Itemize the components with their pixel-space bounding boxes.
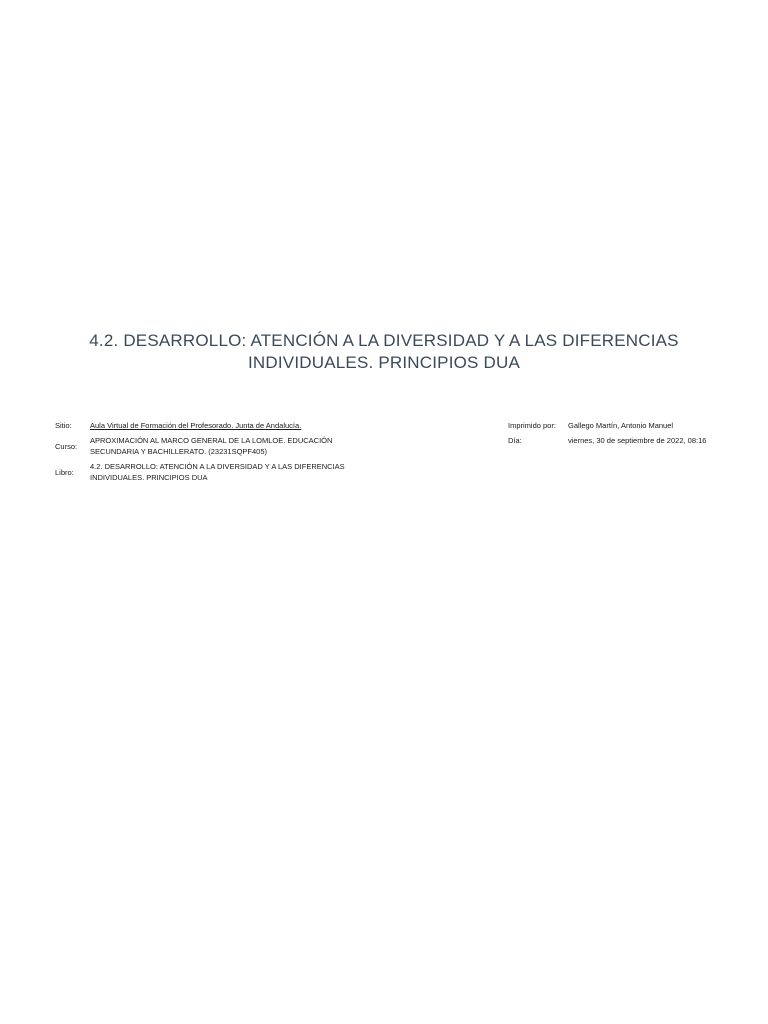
book-value: 4.2. DESARROLLO: ATENCIÓN A LA DIVERSIDAD Y A LAS DIFERENCIAS INDIVIDUALES. PRINCIPIOS DUA xyxy=(90,462,345,482)
course-label: Curso: xyxy=(55,441,78,451)
course-value: APROXIMACIÓN AL MARCO GENERAL DE LA LOMLOE. EDUCACIÓN SECUNDARIA Y BACHILLERATO. (23231SQPF405) xyxy=(90,436,333,456)
date-value: viernes, 30 de septiembre de 2022, 08:16 xyxy=(568,436,707,445)
printed-by-value: Gallego Martín, Antonio Manuel xyxy=(568,421,674,430)
book-info-left xyxy=(55,420,375,487)
date-row xyxy=(508,435,748,446)
date-label: Día: xyxy=(508,436,522,445)
course-row xyxy=(55,435,375,457)
site-label: Sitio: xyxy=(55,421,72,430)
book-info-right xyxy=(508,420,748,450)
book-label: Libro: xyxy=(55,467,74,477)
book-title: 4.2. DESARROLLO: ATENCIÓN A LA DIVERSIDAD Y A LAS DIFERENCIAS INDIVIDUALES. PRINCIPIOS DUA xyxy=(89,331,679,372)
printed-by-row xyxy=(508,420,748,431)
printed-by-label: Imprimido por: xyxy=(508,421,556,430)
book-row xyxy=(55,461,375,483)
site-link[interactable]: Aula Virtual de Formación del Profesorado. Junta de Andalucía. xyxy=(90,421,302,430)
site-row xyxy=(55,420,375,431)
